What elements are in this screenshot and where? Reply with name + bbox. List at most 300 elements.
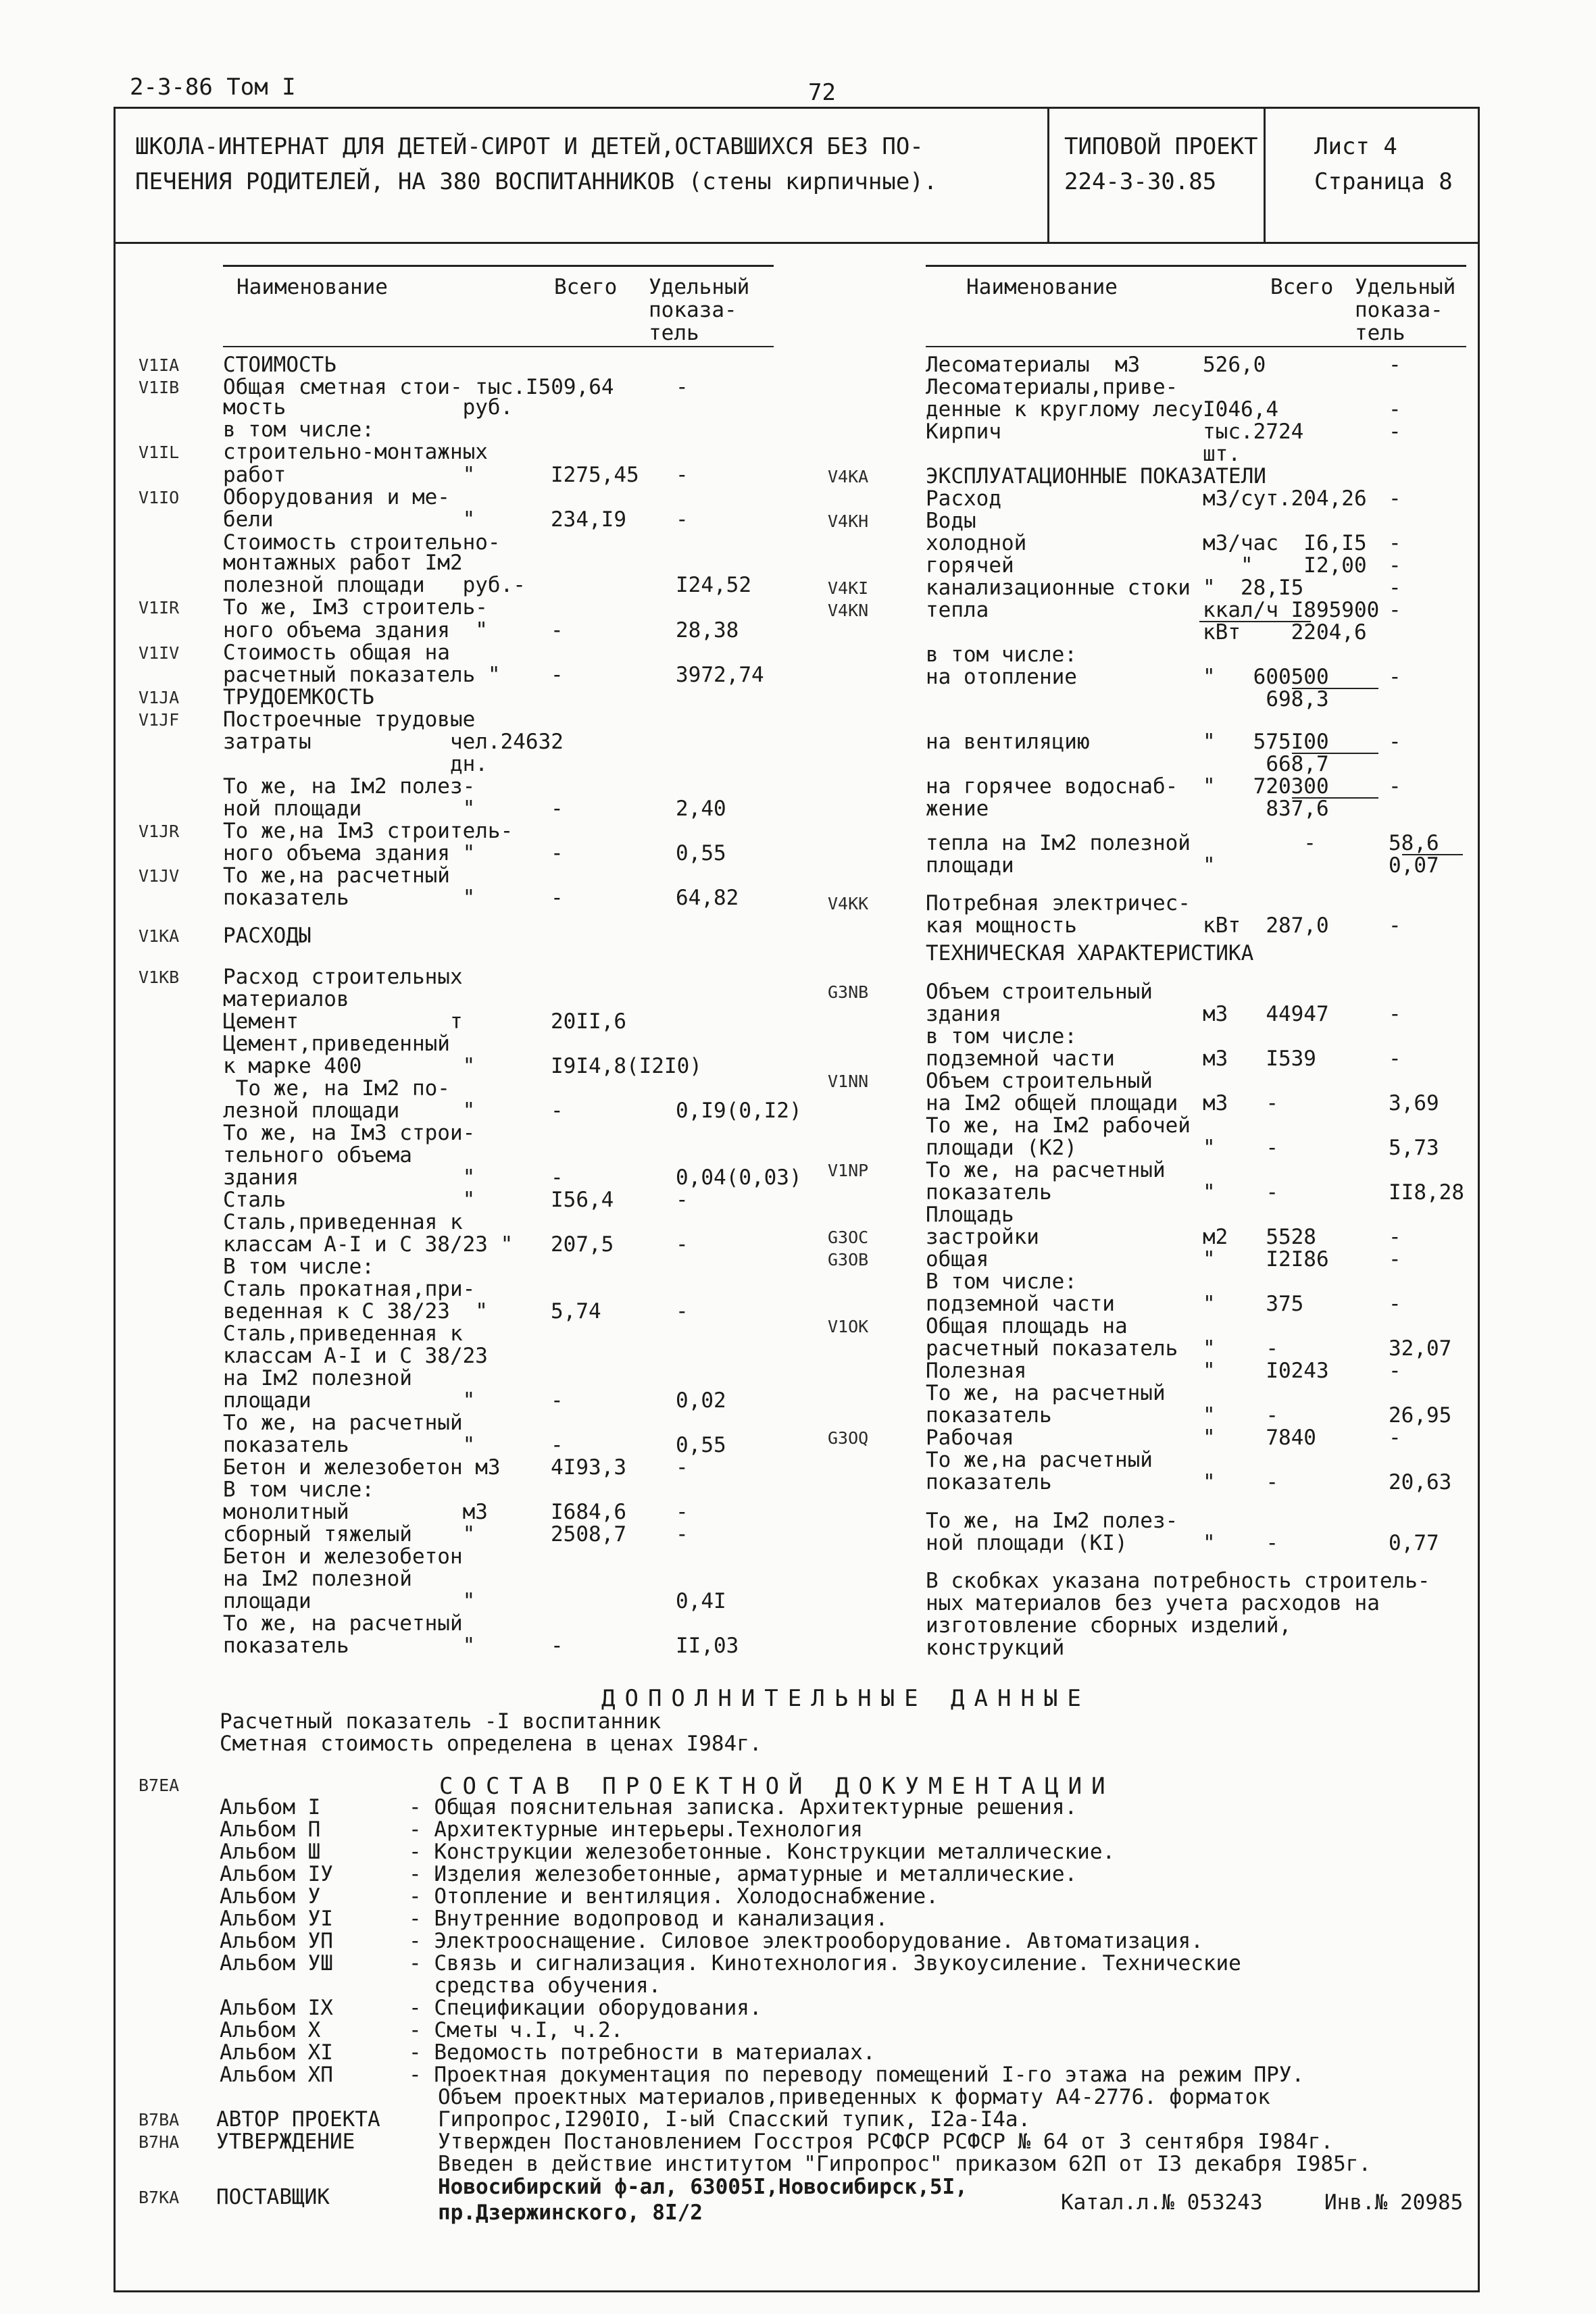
right-table-head-rule bbox=[926, 346, 1466, 347]
row-text: монолитный м3 bbox=[223, 1500, 488, 1524]
row-total: - bbox=[1203, 831, 1316, 855]
row-text: ной площади (КI) bbox=[926, 1531, 1128, 1555]
row-specific: - bbox=[676, 1500, 689, 1524]
row-text: В скобках указана потребность строитель- bbox=[926, 1569, 1430, 1593]
fraction-rule-hot-water bbox=[1292, 797, 1378, 799]
row-text: Сталь " bbox=[223, 1188, 476, 1212]
row-text: горячей bbox=[926, 553, 1014, 578]
album-description: - Отопление и вентиляция. Холодоснабжение. bbox=[409, 1884, 939, 1909]
row-code: V1IV bbox=[139, 643, 180, 663]
row-text: здания bbox=[926, 1002, 1001, 1026]
row-text: Цемент т bbox=[223, 1009, 463, 1034]
row-text: лезной площади " bbox=[223, 1099, 476, 1123]
row-total: " 28,I5 bbox=[1203, 576, 1304, 600]
row-specific: 0,4I bbox=[676, 1589, 726, 1613]
row-text: на Iм2 общей площади bbox=[926, 1091, 1178, 1115]
row-text: расчетный показатель bbox=[926, 1336, 1178, 1361]
album-name: Альбом XI bbox=[220, 2040, 333, 2065]
additional-data-line-1: Расчетный показатель -I воспитанник bbox=[220, 1709, 662, 1734]
page-label: Страница 8 bbox=[1314, 168, 1453, 195]
row-text: ЭКСПЛУАТАЦИОННЫЕ ПОКАЗАТЕЛИ bbox=[926, 464, 1266, 488]
row-text: То же,на Iм3 строитель- bbox=[223, 819, 514, 843]
author-value: Гипропрос,I290IO, I-ый Спасский тупик, I2а-I4а. bbox=[438, 2107, 1031, 2132]
row-text: Лесоматериалы м3 bbox=[926, 353, 1141, 377]
row-total: 4I93,3 bbox=[551, 1455, 626, 1480]
row-total: - bbox=[551, 886, 564, 910]
author-code: B7BA bbox=[139, 2110, 180, 2130]
row-text: застройки bbox=[926, 1225, 1039, 1249]
row-specific: - bbox=[676, 1522, 689, 1546]
row-specific: - bbox=[676, 1299, 689, 1324]
project-number: 224-3-30.85 bbox=[1064, 168, 1217, 195]
row-code: V1JF bbox=[139, 710, 180, 730]
row-text: В том числе: bbox=[223, 1255, 374, 1279]
row-text: То же, на расчетный bbox=[926, 1158, 1166, 1182]
supplier-code: B7KA bbox=[139, 2188, 180, 2207]
row-specific: - bbox=[1389, 420, 1401, 444]
left-table-top-rule bbox=[223, 265, 774, 267]
row-text: ного объема здания " bbox=[223, 841, 476, 865]
row-total: 207,5 bbox=[551, 1232, 614, 1257]
album-description: - Сметы ч.I, ч.2. bbox=[409, 2018, 624, 2042]
row-text: показатель bbox=[926, 1180, 1052, 1205]
row-code: V1JA bbox=[139, 688, 180, 707]
album-name: Альбом УП bbox=[220, 1929, 333, 1953]
row-text: Потребная электричес- bbox=[926, 891, 1191, 915]
row-text: тельного объема bbox=[223, 1143, 412, 1167]
left-col-spec-1: Удельный bbox=[649, 275, 750, 299]
row-text: Объем строительный bbox=[926, 980, 1153, 1004]
row-specific: 64,82 bbox=[676, 886, 739, 910]
left-col-name: Наименование bbox=[236, 275, 388, 299]
row-text: показатель " bbox=[223, 1433, 476, 1457]
row-specific: 28,38 bbox=[676, 618, 739, 643]
row-code: V1IA bbox=[139, 355, 180, 375]
row-code: V1IB bbox=[139, 378, 180, 397]
row-specific: - bbox=[1389, 774, 1401, 799]
row-specific: - bbox=[1389, 1047, 1401, 1071]
album-description: - Архитектурные интерьеры.Технология bbox=[409, 1817, 863, 1842]
row-total: " 7840 bbox=[1203, 1426, 1316, 1450]
row-specific: 0,55 bbox=[676, 1433, 726, 1457]
row-text: ТРУДОЕМКОСТЬ bbox=[223, 685, 374, 709]
catalog-number: Катал.л.№ 053243 bbox=[1061, 2190, 1263, 2215]
album-description: - Конструкции железобетонные. Конструкции металлические. bbox=[409, 1840, 1116, 1864]
row-specific: 5,73 bbox=[1389, 1136, 1439, 1160]
album-description: - Ведомость потребности в материалах. bbox=[409, 2040, 876, 2065]
row-text: Оборудования и ме- bbox=[223, 485, 450, 509]
row-text: на отопление bbox=[926, 665, 1077, 689]
row-text: кая мощность bbox=[926, 913, 1077, 938]
row-code: V4KA bbox=[828, 467, 869, 486]
row-specific: 0,I9(0,I2) bbox=[676, 1099, 802, 1123]
row-specific: - bbox=[676, 507, 689, 532]
row-text: ного объема здания " bbox=[223, 618, 488, 643]
row-code: V1JR bbox=[139, 822, 180, 841]
row-specific: - bbox=[1389, 1292, 1401, 1316]
row-text: на Iм2 полезной bbox=[223, 1567, 412, 1591]
row-text: веденная к С 38/23 " bbox=[223, 1299, 488, 1324]
album-name: Альбом П bbox=[220, 1817, 321, 1842]
row-text: ной площади " bbox=[223, 797, 476, 821]
row-text: площади " bbox=[223, 1388, 476, 1413]
row-total: " - bbox=[1203, 1403, 1278, 1428]
right-col-total: Всего bbox=[1270, 275, 1334, 299]
row-code: V1NN bbox=[828, 1072, 869, 1091]
row-text: затраты чел.24632 bbox=[223, 730, 564, 754]
row-text: СТОИМОСТЬ bbox=[223, 353, 336, 377]
row-text: в том числе: bbox=[926, 1024, 1077, 1049]
row-total: - bbox=[551, 1165, 564, 1190]
row-text: В том числе: bbox=[223, 1478, 374, 1502]
additional-data-heading: ДОПОЛНИТЕЛЬНЫЕ ДАННЫЕ bbox=[601, 1685, 1091, 1712]
right-col-spec-2: показа- bbox=[1355, 298, 1443, 322]
composition-code: B7EA bbox=[139, 1776, 180, 1795]
row-text: площади bbox=[926, 853, 1014, 878]
album-description: - Проектная документация по переводу помещений I-го этажа на режим ПРУ. bbox=[409, 2063, 1305, 2087]
album-name: Альбом УI bbox=[220, 1907, 333, 1931]
row-specific: - bbox=[1389, 665, 1401, 689]
row-text: То же,на расчетный bbox=[926, 1448, 1153, 1472]
row-total: - bbox=[551, 663, 564, 687]
additional-data-line-2: Сметная стоимость определена в ценах I984г. bbox=[220, 1732, 762, 1756]
row-text: денные к круглому лесу bbox=[926, 397, 1203, 422]
row-text: Лесоматериалы,приве- bbox=[926, 375, 1178, 399]
row-total: " I2,00 bbox=[1203, 553, 1367, 578]
row-specific: 0,07 bbox=[1389, 853, 1439, 878]
row-text: подземной части bbox=[926, 1047, 1115, 1071]
row-specific: 20,63 bbox=[1389, 1470, 1452, 1494]
row-code: V1IL bbox=[139, 443, 180, 462]
row-total: - bbox=[551, 1099, 564, 1123]
fraction-rule-heat-area bbox=[1402, 854, 1463, 855]
album-description: - Связь и сигнализация. Кинотехнология. Звукоусиление. Технические bbox=[409, 1951, 1241, 1976]
row-text: работ " bbox=[223, 463, 476, 487]
row-code: G3NB bbox=[828, 982, 869, 1002]
album-description: - Общая пояснительная записка. Архитектурные решения. bbox=[409, 1795, 1078, 1819]
row-text: мость руб. bbox=[223, 395, 514, 420]
row-text: конструкций bbox=[926, 1636, 1065, 1660]
row-specific: - bbox=[1389, 531, 1401, 555]
album-name: Альбом X bbox=[220, 2018, 321, 2042]
album-description: - Внутренние водопровод и канализация. bbox=[409, 1907, 889, 1931]
row-text: То же, на расчетный bbox=[223, 1411, 463, 1435]
row-total: " bbox=[1203, 853, 1216, 878]
album-name: Альбом IУ bbox=[220, 1862, 333, 1886]
row-code: V1OK bbox=[828, 1317, 869, 1336]
row-specific: 0,55 bbox=[676, 841, 726, 865]
row-text: канализационные стоки bbox=[926, 576, 1191, 600]
album-name: Альбом У bbox=[220, 1884, 321, 1909]
fraction-rule-heat bbox=[1199, 621, 1311, 622]
row-text: показатель " bbox=[223, 1634, 476, 1658]
row-code: V4KH bbox=[828, 511, 869, 531]
row-total: кВт 287,0 bbox=[1203, 913, 1329, 938]
row-specific: - bbox=[1389, 913, 1401, 938]
supplier-value-1: Новосибирский ф-ал, 63005I,Новосибирск,5I, bbox=[438, 2175, 968, 2199]
row-specific: - bbox=[1389, 1225, 1401, 1249]
row-text: В том числе: bbox=[926, 1269, 1077, 1294]
row-text: показатель bbox=[926, 1470, 1052, 1494]
left-col-spec-3: тель bbox=[649, 321, 699, 345]
row-text: Сталь,приведенная к bbox=[223, 1210, 463, 1234]
row-total: " - bbox=[1203, 1180, 1278, 1205]
row-total: 234,I9 bbox=[551, 507, 626, 532]
row-code: G3OC bbox=[828, 1228, 869, 1247]
row-text: То же, на расчетный bbox=[223, 1611, 463, 1636]
row-code: V1IO bbox=[139, 488, 180, 507]
row-specific: - bbox=[1389, 1002, 1401, 1026]
row-text: Бетон и железобетон м3 bbox=[223, 1455, 501, 1480]
row-text: Объем строительный bbox=[926, 1069, 1153, 1093]
row-total: I684,6 bbox=[551, 1500, 626, 1524]
row-text: жение bbox=[926, 797, 989, 821]
row-total: м2 5528 bbox=[1203, 1225, 1316, 1249]
row-specific: - bbox=[1389, 353, 1401, 377]
row-text: дн. bbox=[223, 752, 488, 776]
row-text: площади " bbox=[223, 1589, 476, 1613]
row-code: V1KA bbox=[139, 926, 180, 946]
row-text: на вентиляцию bbox=[926, 730, 1090, 754]
row-total: м3 I539 bbox=[1203, 1047, 1316, 1071]
row-specific: I24,52 bbox=[676, 573, 751, 597]
row-total: " - bbox=[1203, 1136, 1278, 1160]
row-code: V4KN bbox=[828, 601, 869, 620]
row-text: РАСХОДЫ bbox=[223, 924, 311, 948]
row-code: G3OB bbox=[828, 1250, 869, 1269]
row-text: То же, на Iм2 полез- bbox=[223, 774, 476, 799]
row-total: 5,74 bbox=[551, 1299, 601, 1324]
row-code: V1KB bbox=[139, 967, 180, 987]
row-text: Воды bbox=[926, 509, 976, 533]
row-text: Полезная bbox=[926, 1359, 1027, 1383]
row-text: Сталь,приведенная к bbox=[223, 1322, 463, 1346]
row-total: 668,7 bbox=[1203, 752, 1329, 776]
right-col-spec-1: Удельный bbox=[1355, 275, 1456, 299]
row-text: на Iм2 полезной bbox=[223, 1366, 412, 1390]
header-divider bbox=[114, 242, 1480, 244]
row-total: " 600500 bbox=[1203, 665, 1329, 689]
row-total: - bbox=[551, 841, 564, 865]
row-specific: - bbox=[1389, 576, 1401, 600]
row-specific: 3972,74 bbox=[676, 663, 764, 687]
row-total: " - bbox=[1203, 1470, 1278, 1494]
approve-label: УТВЕРЖДЕНИЕ bbox=[216, 2130, 355, 2154]
row-text: изготовление сборных изделий, bbox=[926, 1613, 1292, 1638]
row-total: I046,4 bbox=[1203, 397, 1278, 422]
row-text: То же, на Iм2 по- bbox=[223, 1076, 450, 1101]
row-text: классам А-I и С 38/23 bbox=[223, 1344, 488, 1368]
row-text: общая bbox=[926, 1247, 989, 1272]
row-text: полезной площади руб.- bbox=[223, 573, 526, 597]
row-total: м3 - bbox=[1203, 1091, 1278, 1115]
row-text: Бетон и железобетон bbox=[223, 1544, 463, 1569]
row-text: к марке 400 " bbox=[223, 1054, 476, 1078]
row-total: м3/час I6,I5 bbox=[1203, 531, 1367, 555]
row-specific: - bbox=[676, 375, 689, 399]
row-text: То же, на Iм2 рабочей bbox=[926, 1113, 1191, 1138]
row-specific: - bbox=[1389, 1359, 1401, 1383]
row-code: V1IR bbox=[139, 598, 180, 618]
row-text: сборный тяжелый " bbox=[223, 1522, 476, 1546]
row-total: - bbox=[551, 797, 564, 821]
left-col-total: Всего bbox=[554, 275, 618, 299]
title-line-1: ШКОЛА-ИНТЕРНАТ ДЛЯ ДЕТЕЙ-СИРОТ И ДЕТЕЙ,ОСТАВШИХСЯ БЕЗ ПО- bbox=[135, 133, 924, 160]
row-text: в том числе: bbox=[223, 418, 374, 442]
volume-note: Объем проектных материалов,приведенных к формату А4-2776. форматок bbox=[438, 2085, 1270, 2109]
fraction-rule-ventilation bbox=[1292, 753, 1378, 754]
row-text: холодной bbox=[926, 531, 1027, 555]
row-specific: 0,77 bbox=[1389, 1531, 1439, 1555]
row-total: " 720300 bbox=[1203, 774, 1329, 799]
row-code: V1NP bbox=[828, 1161, 869, 1180]
row-total: тыс.2724 bbox=[1203, 420, 1304, 444]
right-col-spec-3: тель bbox=[1355, 321, 1405, 345]
left-table-head-rule bbox=[223, 346, 774, 347]
approve-value-1: Утвержден Постановлением Госстроя РСФСР РСФСР № 64 от 3 сентября I984г. bbox=[438, 2130, 1334, 2154]
row-total: - bbox=[551, 1388, 564, 1413]
header-divider-2 bbox=[1264, 107, 1266, 242]
row-specific: - bbox=[676, 1232, 689, 1257]
album-name: Альбом IX bbox=[220, 1996, 333, 2020]
row-text: ТЕХНИЧЕСКАЯ ХАРАКТЕРИСТИКА bbox=[926, 941, 1254, 965]
row-specific: 3,69 bbox=[1389, 1091, 1439, 1115]
row-text: Цемент,приведенный bbox=[223, 1032, 450, 1056]
row-text: Расход bbox=[926, 486, 1001, 511]
approve-code: B7HA bbox=[139, 2132, 180, 2152]
row-total: ккал/ч I895900 bbox=[1203, 598, 1380, 622]
row-specific: 0,02 bbox=[676, 1388, 726, 1413]
row-text: показатель bbox=[926, 1403, 1052, 1428]
row-text: То же, Iм3 строитель- bbox=[223, 595, 488, 620]
project-label: ТИПОВОЙ ПРОЕКТ bbox=[1064, 133, 1258, 160]
row-code: V1JV bbox=[139, 866, 180, 886]
row-specific: - bbox=[1389, 486, 1401, 511]
album-description: средства обучения. bbox=[409, 1973, 662, 1998]
row-text: в том числе: bbox=[926, 643, 1077, 667]
fraction-rule-heating bbox=[1292, 688, 1378, 689]
document-reference: 2-3-86 Том I bbox=[130, 74, 296, 101]
supplier-value-2: пр.Дзержинского, 8I/2 bbox=[438, 2200, 703, 2225]
row-text: Сталь прокатная,при- bbox=[223, 1277, 476, 1301]
row-text: на горячее водоснаб- bbox=[926, 774, 1178, 799]
row-specific: 0,04(0,03) bbox=[676, 1165, 802, 1190]
row-specific: - bbox=[1389, 1426, 1401, 1450]
row-text: бели " bbox=[223, 507, 476, 532]
page-number: 72 bbox=[808, 79, 836, 106]
row-total: " - bbox=[1203, 1531, 1278, 1555]
row-text: Общая площадь на bbox=[926, 1314, 1128, 1338]
row-total: - bbox=[551, 1634, 564, 1658]
sheet-label: Лист 4 bbox=[1314, 133, 1397, 160]
row-text: площади (К2) bbox=[926, 1136, 1077, 1160]
row-text: То же, на расчетный bbox=[926, 1381, 1166, 1405]
row-text: Площадь bbox=[926, 1203, 1014, 1227]
row-specific: 2,40 bbox=[676, 797, 726, 821]
row-specific: II8,28 bbox=[1389, 1180, 1464, 1205]
row-text: здания " bbox=[223, 1165, 476, 1190]
row-text: Общая сметная стои- тыс.I509,64 bbox=[223, 375, 614, 399]
album-description: - Электрооснащение. Силовое электрооборудование. Автоматизация. bbox=[409, 1929, 1203, 1953]
right-table-top-rule bbox=[926, 265, 1466, 267]
row-text: подземной части bbox=[926, 1292, 1115, 1316]
row-text: тепла bbox=[926, 598, 989, 622]
supplier-label: ПОСТАВЩИК bbox=[216, 2185, 330, 2209]
row-text: То же, на Iм2 полез- bbox=[926, 1509, 1178, 1533]
header-divider-1 bbox=[1047, 107, 1049, 242]
row-text: показатель " bbox=[223, 886, 476, 910]
inventory-number: Инв.№ 20985 bbox=[1324, 2190, 1464, 2215]
album-description: - Спецификации оборудования. bbox=[409, 1996, 762, 2020]
row-total: " 375 bbox=[1203, 1292, 1304, 1316]
row-specific: - bbox=[1389, 397, 1401, 422]
row-text: классам А-I и С 38/23 " bbox=[223, 1232, 514, 1257]
album-name: Альбом УШ bbox=[220, 1951, 333, 1976]
row-specific: 32,07 bbox=[1389, 1336, 1452, 1361]
author-label: АВТОР ПРОЕКТА bbox=[216, 2107, 380, 2132]
left-col-spec-2: показа- bbox=[649, 298, 737, 322]
row-specific: 58,6 bbox=[1389, 831, 1439, 855]
row-total: I275,45 bbox=[551, 463, 639, 487]
row-total: I56,4 bbox=[551, 1188, 614, 1212]
row-total: 20II,6 bbox=[551, 1009, 626, 1034]
row-total: кВт 2204,6 bbox=[1203, 620, 1367, 645]
row-text: расчетный показатель " bbox=[223, 663, 501, 687]
row-text: То же,на расчетный bbox=[223, 863, 450, 888]
row-specific: - bbox=[1389, 1247, 1401, 1272]
row-total: " I2I86 bbox=[1203, 1247, 1329, 1272]
row-specific: - bbox=[1389, 598, 1401, 622]
row-specific: - bbox=[676, 463, 689, 487]
right-col-name: Наименование bbox=[966, 275, 1118, 299]
row-text: строительно-монтажных bbox=[223, 440, 488, 464]
row-specific: - bbox=[1389, 730, 1401, 754]
row-total: " - bbox=[1203, 1336, 1278, 1361]
row-total: 2508,7 bbox=[551, 1522, 626, 1546]
row-total: 526,0 bbox=[1203, 353, 1266, 377]
row-text: Стоимость строительно- bbox=[223, 530, 501, 555]
row-text: материалов bbox=[223, 987, 349, 1011]
title-line-2: ПЕЧЕНИЯ РОДИТЕЛЕЙ, НА 380 ВОСПИТАННИКОВ (стены кирпичные). bbox=[135, 168, 938, 195]
row-text: тепла на Iм2 полезной bbox=[926, 831, 1191, 855]
row-total: I9I4,8(I2I0) bbox=[551, 1054, 702, 1078]
row-total: " I0243 bbox=[1203, 1359, 1329, 1383]
row-text: Построечные трудовые bbox=[223, 707, 476, 732]
row-total: - bbox=[551, 1433, 564, 1457]
album-name: Альбом XП bbox=[220, 2063, 333, 2087]
row-text: монтажных работ Iм2 bbox=[223, 551, 463, 575]
row-text: Расход строительных bbox=[223, 965, 463, 989]
row-total: м3/сут.204,26 bbox=[1203, 486, 1367, 511]
row-text: ных материалов без учета расходов на bbox=[926, 1591, 1380, 1615]
composition-heading: СОСТАВ ПРОЕКТНОЙ ДОКУМЕНТАЦИИ bbox=[439, 1773, 1115, 1800]
row-specific: - bbox=[676, 1455, 689, 1480]
row-total: " 575I00 bbox=[1203, 730, 1329, 754]
row-total: 837,6 bbox=[1203, 797, 1329, 821]
row-total: м3 44947 bbox=[1203, 1002, 1329, 1026]
row-specific: II,03 bbox=[676, 1634, 739, 1658]
row-total: 698,3 bbox=[1203, 687, 1329, 711]
row-text: Рабочая bbox=[926, 1426, 1014, 1450]
row-total: - bbox=[551, 618, 564, 643]
approve-value-2: Введен в действие институтом "Гипропрос" приказом 62П от I3 декабря I985г. bbox=[438, 2152, 1372, 2176]
row-total: шт. bbox=[1203, 442, 1241, 466]
album-description: - Изделия железобетонные, арматурные и металлические. bbox=[409, 1862, 1078, 1886]
album-name: Альбом I bbox=[220, 1795, 321, 1819]
row-text: Кирпич bbox=[926, 420, 1001, 444]
row-code: G3OQ bbox=[828, 1428, 869, 1448]
row-code: V4KK bbox=[828, 894, 869, 913]
